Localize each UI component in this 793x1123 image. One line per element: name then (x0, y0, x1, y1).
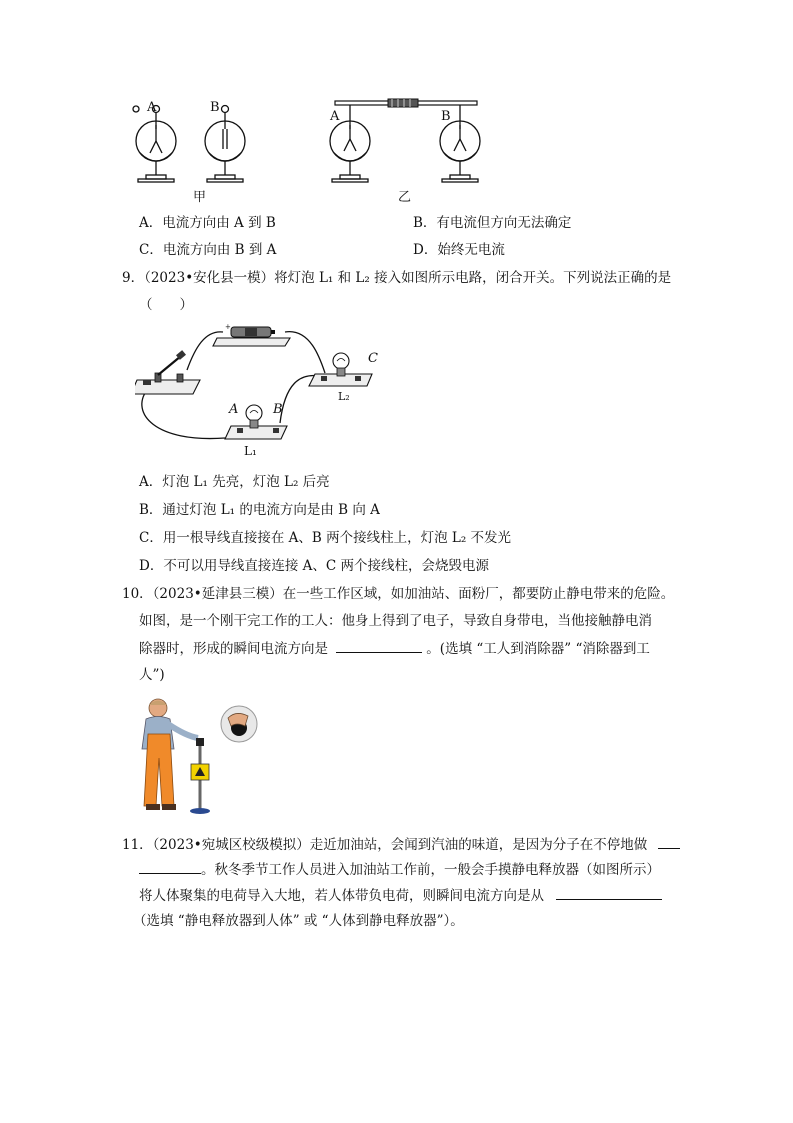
q11-line2-after: 。秋冬季节工作人员进入加油站工作前，一般会手摸静电释放器（如图所示） (201, 862, 660, 878)
label-b-yi: B (441, 109, 451, 124)
q10-answer-blank[interactable] (336, 638, 422, 653)
label-a-jia: A (147, 100, 157, 115)
q11-answer-blank1-end[interactable] (139, 859, 201, 874)
q9-stem-line1: 9．（2023•安化县一模）将灯泡 L₁ 和 L₂ 接入如图所示电路，闭合开关。下列说法正确的是 (122, 270, 672, 286)
q11-line1-before: 11．（2023•宛城区校级模拟）走近加油站，会闻到汽油的味道，是因为分子在不停地做 (122, 837, 648, 853)
q10-line3 (139, 638, 650, 659)
q9-option-b: B．通过灯泡 L₁ 的电流方向是由 B 向 A (139, 502, 380, 518)
lamp-l2 (309, 353, 372, 386)
electroscope-a-jia (133, 106, 176, 183)
q8-option-d: D．始终无电流 (413, 242, 505, 258)
q8-option-a: A．电流方向由 A 到 B (139, 215, 276, 231)
q10-line1: 10．（2023•延津县三模）在一些工作区域，如加油站、面粉厂，都要防止静电带来的危险。 (122, 586, 675, 602)
q9-option-d: D．不可以用导线直接连接 A、C 两个接线柱，会烧毁电源 (139, 558, 489, 574)
q10-line3-before: 除器时，形成的瞬间电流方向是 (139, 641, 328, 657)
svg-text:+: + (225, 323, 231, 331)
q11-line1 (122, 834, 680, 855)
circuit-figure (135, 318, 385, 458)
q11-answer-blank2[interactable] (556, 885, 662, 900)
electroscope-b-jia (205, 106, 245, 183)
q11-line2 (139, 859, 660, 880)
circuit-label-l2: L₂ (338, 390, 350, 403)
q9-option-c: C．用一根导线直接接在 A、B 两个接线柱上，灯泡 L₂ 不发光 (139, 530, 512, 546)
connecting-rod (335, 99, 477, 107)
circuit-label-a: A (229, 402, 239, 417)
switch (135, 350, 200, 394)
battery (213, 323, 290, 346)
label-jia: 甲 (193, 190, 207, 205)
label-yi: 乙 (398, 190, 412, 205)
circuit-label-b: B (273, 402, 283, 417)
label-b-jia: B (210, 100, 220, 115)
q11-line4: （选填 “静电释放器到人体” 或 “人体到静电释放器”）。 (133, 913, 464, 929)
q9-stem-line2: （ ） (139, 297, 193, 313)
q10-line3-after: 。(选填 “工人到消除器” “消除器到工 (426, 641, 650, 657)
q10-line4: 人”) (139, 667, 165, 683)
q9-option-a: A．灯泡 L₁ 先亮，灯泡 L₂ 后亮 (139, 474, 330, 490)
q10-line2: 如图，是一个刚干完工作的工人：他身上得到了电子，导致自身带电，当他接触静电消 (139, 613, 652, 629)
worker-illustration (136, 694, 261, 819)
circuit-label-l1: L₁ (244, 444, 257, 458)
electroscope-figure (130, 95, 490, 205)
q11-line3 (139, 885, 662, 906)
label-a-yi: A (330, 109, 340, 124)
q11-line3-before: 将人体聚集的电荷导入大地，若人体带负电荷，则瞬间电流方向是从 (139, 888, 544, 904)
circuit-label-c: C (368, 351, 378, 366)
q8-option-c: C．电流方向由 B 到 A (139, 242, 277, 258)
q8-option-b: B．有电流但方向无法确定 (413, 215, 572, 231)
q11-answer-blank1-start[interactable] (658, 834, 680, 849)
